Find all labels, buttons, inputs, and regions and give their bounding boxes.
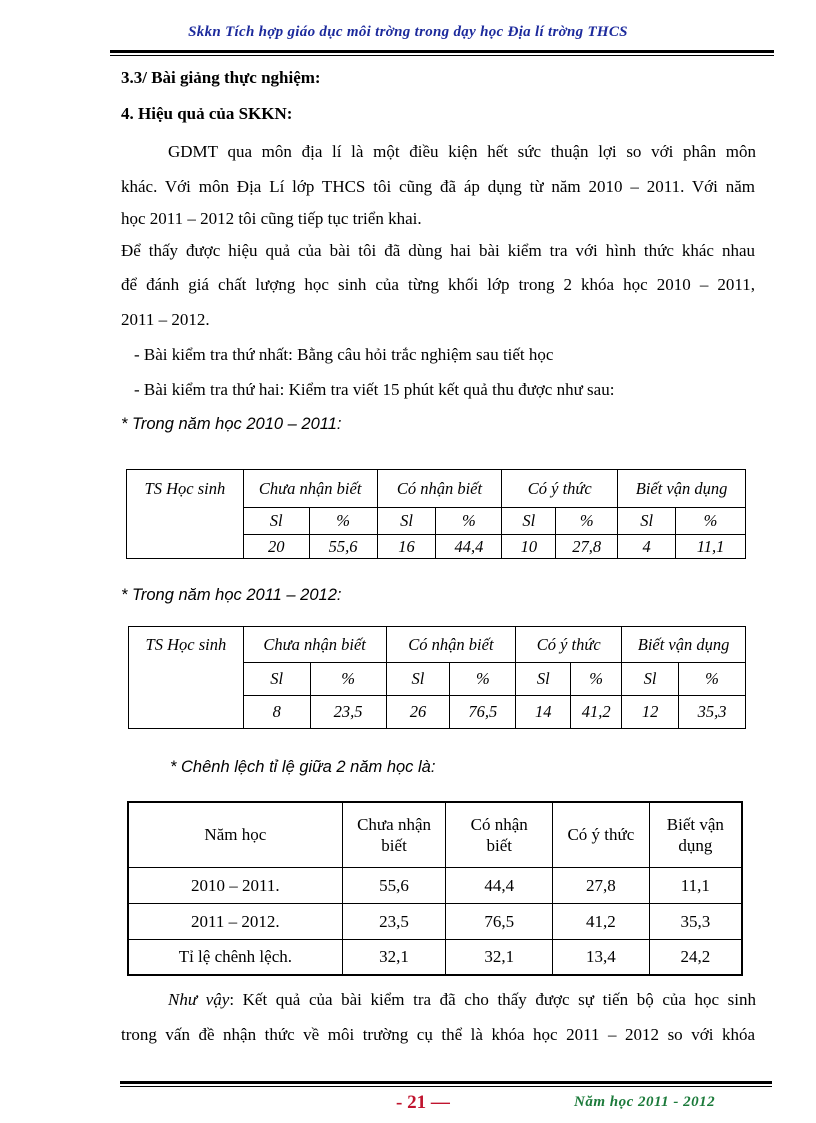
footer-rule <box>120 1081 772 1084</box>
table-cell: 76,5 <box>446 903 553 939</box>
table-cell: 44,4 <box>436 535 502 559</box>
table-cell: 41,2 <box>571 696 622 729</box>
sl-header: Sl <box>243 663 310 696</box>
footer-school-year: Năm học 2011 - 2012 <box>574 1094 716 1110</box>
header-title: Skkn Tích hợp giáo dục môi trờng trong dạy học Địa lí trờng THCS <box>188 24 628 40</box>
header-line: biết <box>486 835 512 855</box>
para2-line1: Để thấy được hiệu quả của bài tôi đã dùng hai bài kiểm tra với hình thức khác nhau <box>121 241 755 260</box>
header-line: Có nhận <box>470 814 528 834</box>
para2-line2: để đánh giá chất lượng học sinh của từng khối lớp trong 2 khóa học 2010 – 2011, <box>121 275 755 294</box>
pct-header: % <box>436 508 502 535</box>
header-rule <box>110 50 774 53</box>
pct-header: % <box>679 663 746 696</box>
col-header-conscious: Có ý thức <box>553 802 650 867</box>
col-header-not-aware <box>342 802 446 867</box>
table-cell: 27,8 <box>556 535 618 559</box>
comparison-table <box>127 801 743 976</box>
table-cell: 44,4 <box>446 867 553 903</box>
footer-rule-thin <box>120 1086 772 1087</box>
table-cell: 13,4 <box>553 939 650 975</box>
page-number: - 21 — <box>396 1092 450 1113</box>
table-cell: 8 <box>243 696 310 729</box>
table-row <box>128 867 742 903</box>
header-line: dụng <box>678 835 713 855</box>
pct-header: % <box>450 663 516 696</box>
table-cell: 35,3 <box>649 903 742 939</box>
col-header-not-aware: Chưa nhận biết <box>243 627 386 663</box>
sl-header: Sl <box>243 508 309 535</box>
table-cell: 2010 – 2011. <box>128 867 342 903</box>
para1-line2: khác. Với môn Địa Lí lớp THCS tôi cũng đã áp dụng từ năm 2010 – 2011. Với năm <box>121 177 755 196</box>
year2-label: * Trong năm học 2011 – 2012: <box>121 586 342 604</box>
students-header: TS Học sinh <box>127 470 244 559</box>
col-header-aware: Có nhận biết <box>386 627 516 663</box>
sl-header: Sl <box>622 663 679 696</box>
section-4-heading: 4. Hiệu quả của SKKN: <box>121 104 293 123</box>
table-cell: 27,8 <box>553 867 650 903</box>
col-header-apply: Biết vận dụng <box>622 627 746 663</box>
table-cell: 11,1 <box>649 867 742 903</box>
header-line: Chưa nhận <box>357 814 431 834</box>
sl-header: Sl <box>516 663 571 696</box>
col-header-not-aware: Chưa nhận biết <box>243 470 377 508</box>
table-cell: 16 <box>377 535 436 559</box>
table-cell: 23,5 <box>342 903 446 939</box>
table-cell: 26 <box>386 696 450 729</box>
sl-header: Sl <box>618 508 676 535</box>
pct-header: % <box>556 508 618 535</box>
table-cell: 23,5 <box>310 696 386 729</box>
sl-header: Sl <box>386 663 450 696</box>
table-cell: 10 <box>502 535 556 559</box>
table-cell: 55,6 <box>309 535 377 559</box>
table-cell: 76,5 <box>450 696 516 729</box>
sl-header: Sl <box>502 508 556 535</box>
table-cell: 32,1 <box>446 939 553 975</box>
col-header-aware: Có nhận biết <box>377 470 502 508</box>
results-table-2011-2012 <box>128 626 746 729</box>
pct-header: % <box>310 663 386 696</box>
table-row <box>128 939 742 975</box>
test1-text: - Bài kiểm tra thứ nhất: Bằng câu hỏi trắc nghiệm sau tiết học <box>134 345 554 364</box>
table-cell: 41,2 <box>553 903 650 939</box>
results-table-2010-2011 <box>126 469 746 559</box>
col-header-aware <box>446 802 553 867</box>
table-cell: 55,6 <box>342 867 446 903</box>
pct-header: % <box>309 508 377 535</box>
para2-line3: 2011 – 2012. <box>121 310 210 329</box>
conclusion-line1 <box>168 990 756 1010</box>
para1-line3: học 2011 – 2012 tôi cũng tiếp tục triển khai. <box>121 209 422 228</box>
table-cell: 4 <box>618 535 676 559</box>
col-header-year: Năm học <box>128 802 342 867</box>
table-cell: 11,1 <box>676 535 746 559</box>
year1-label: * Trong năm học 2010 – 2011: <box>121 415 342 433</box>
conclusion-line1-rest: : Kết quả của bài kiểm tra đã cho thấy được sự tiến bộ của học sinh <box>229 990 757 1009</box>
table-cell: 14 <box>516 696 571 729</box>
col-header-apply <box>649 802 742 867</box>
table-cell: 24,2 <box>649 939 742 975</box>
pct-header: % <box>676 508 746 535</box>
table-cell: 12 <box>622 696 679 729</box>
test2-text: - Bài kiểm tra thứ hai: Kiểm tra viết 15 phút kết quả thu được như sau: <box>134 380 615 399</box>
para1-line1: GDMT qua môn địa lí là một điều kiện hết sức thuận lợi so với phân môn <box>168 142 756 161</box>
table-cell: 35,3 <box>679 696 746 729</box>
conclusion-prefix: Như vậy <box>168 990 230 1009</box>
conclusion-line2: trong vấn đề nhận thức về môi trường cụ thể là khóa học 2011 – 2012 so với khóa <box>121 1025 755 1044</box>
difference-label: * Chênh lệch tỉ lệ giữa 2 năm học là: <box>170 758 436 776</box>
table-cell: 32,1 <box>342 939 446 975</box>
table-row <box>128 903 742 939</box>
table-cell: 20 <box>243 535 309 559</box>
col-header-conscious: Có ý thức <box>516 627 622 663</box>
header-line: Biết vận <box>666 814 724 834</box>
col-header-conscious: Có ý thức <box>502 470 618 508</box>
header-line: biết <box>381 835 407 855</box>
table-cell: Tỉ lệ chênh lệch. <box>128 939 342 975</box>
sl-header: Sl <box>377 508 436 535</box>
students-header: TS Học sinh <box>129 627 244 729</box>
header-rule-thin <box>110 55 774 56</box>
pct-header: % <box>571 663 622 696</box>
table-cell: 2011 – 2012. <box>128 903 342 939</box>
section-3-3-heading: 3.3/ Bài giảng thực nghiệm: <box>121 68 321 87</box>
col-header-apply: Biết vận dụng <box>618 470 746 508</box>
